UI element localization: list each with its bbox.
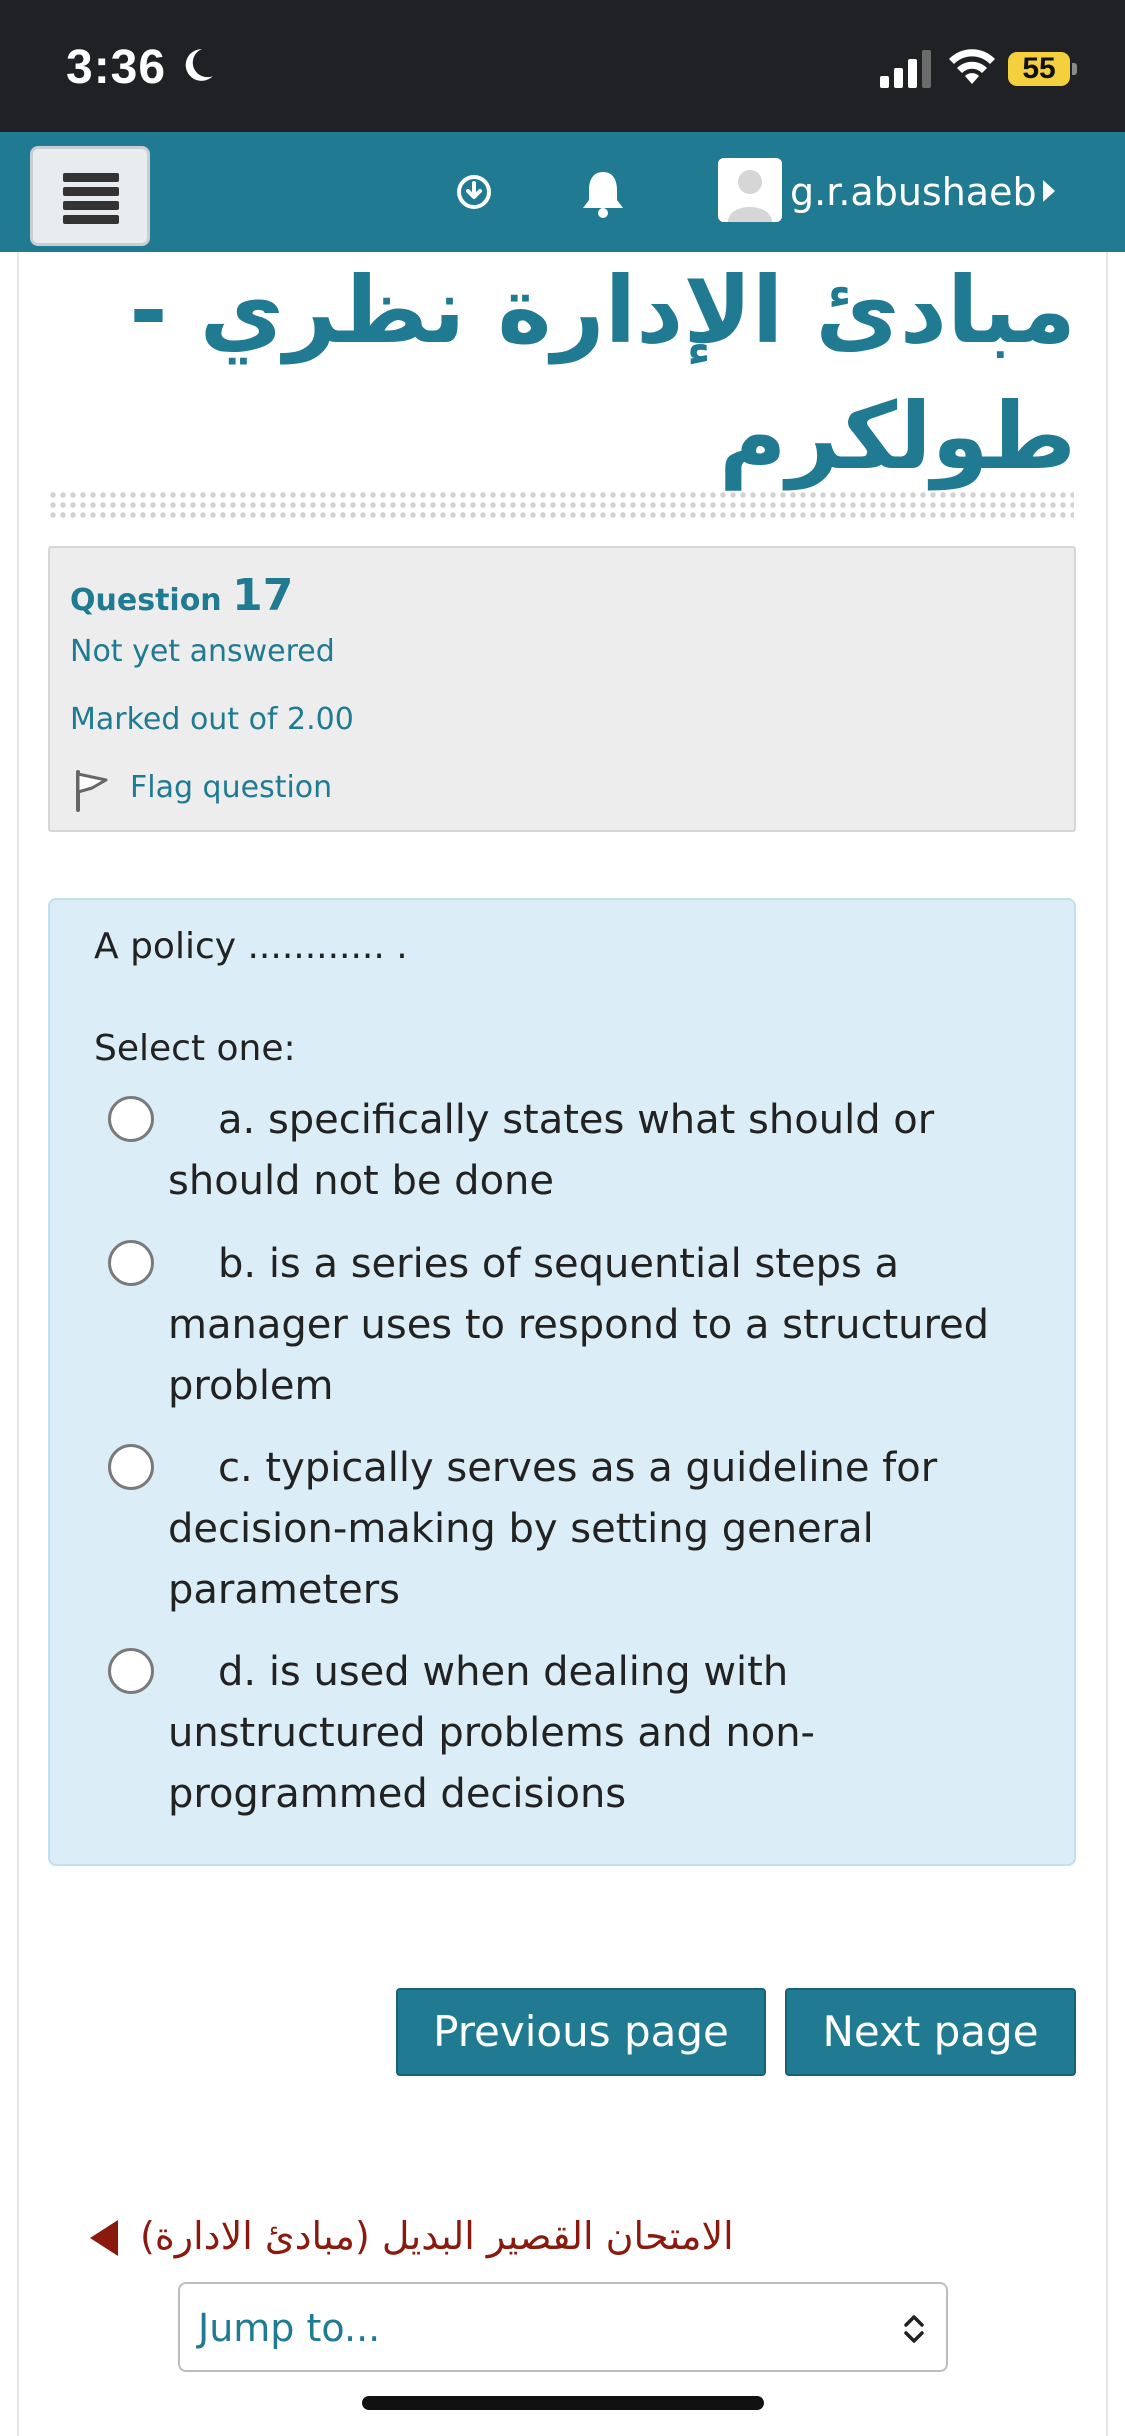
answer-option-label[interactable]: b. is a series of sequential steps a manager uses to respond to a structured problem xyxy=(168,1241,990,1409)
radio-button[interactable] xyxy=(108,1096,154,1142)
jump-to-value[interactable]: Jump to... xyxy=(198,2306,381,2350)
menu-button[interactable] xyxy=(30,146,150,246)
previous-activity-link[interactable] xyxy=(90,2210,740,2270)
flag-icon[interactable] xyxy=(72,768,112,812)
user-avatar-icon[interactable] xyxy=(718,158,782,222)
arrow-left-icon[interactable] xyxy=(90,2220,118,2256)
home-indicator xyxy=(362,2396,764,2410)
question-info-panel xyxy=(48,546,1076,832)
radio-button[interactable] xyxy=(108,1240,154,1286)
battery-icon xyxy=(1008,50,1078,88)
bell-icon[interactable] xyxy=(578,168,628,218)
caret-right-icon[interactable] xyxy=(1043,180,1055,202)
page-border-right xyxy=(1106,252,1108,2436)
question-marks: Marked out of 2.00 xyxy=(70,702,354,737)
download-icon[interactable] xyxy=(456,174,492,210)
flag-question-link[interactable]: Flag question xyxy=(130,770,333,805)
course-title: مبادئ الإدارة نظري - طولكرم xyxy=(129,257,1076,490)
question-text: A policy ............ . xyxy=(94,926,408,967)
status-time: 3:36 xyxy=(66,41,167,94)
moon-icon xyxy=(178,46,216,84)
username-link[interactable]: g.r.abushaeb xyxy=(790,170,1037,214)
battery-level: 55 xyxy=(1008,52,1070,86)
select-caret-icon xyxy=(900,2310,928,2348)
answer-option-label[interactable]: a. specifically states what should or should not be done xyxy=(168,1097,935,1204)
answer-option-label[interactable]: d. is used when dealing with unstructured problems and non-programmed decisions xyxy=(168,1649,815,1817)
question-number: 17 xyxy=(232,570,294,621)
cellular-signal-icon xyxy=(880,50,936,88)
answer-prompt: Select one: xyxy=(94,1028,296,1069)
question-label: Question xyxy=(70,583,222,618)
status-bar xyxy=(0,0,1125,132)
question-number-heading xyxy=(70,570,293,621)
page-border-left xyxy=(17,252,19,2436)
question-state: Not yet answered xyxy=(70,634,335,669)
answer-option-label[interactable]: c. typically serves as a guideline for decision-making by setting general parameters xyxy=(168,1445,938,1613)
radio-button[interactable] xyxy=(108,1444,154,1490)
previous-activity-label[interactable]: الامتحان القصير البديل (مبادئ الادارة) xyxy=(140,2214,734,2258)
next-page-button[interactable]: Next page xyxy=(785,1988,1076,2076)
previous-page-button[interactable]: Previous page xyxy=(396,1988,766,2076)
top-navbar xyxy=(0,132,1125,252)
question-content xyxy=(48,898,1076,1866)
wifi-icon xyxy=(948,48,996,86)
menu-icon xyxy=(63,173,119,182)
radio-button[interactable] xyxy=(108,1648,154,1694)
dotted-divider xyxy=(48,490,1074,520)
jump-to-select[interactable] xyxy=(178,2282,948,2372)
